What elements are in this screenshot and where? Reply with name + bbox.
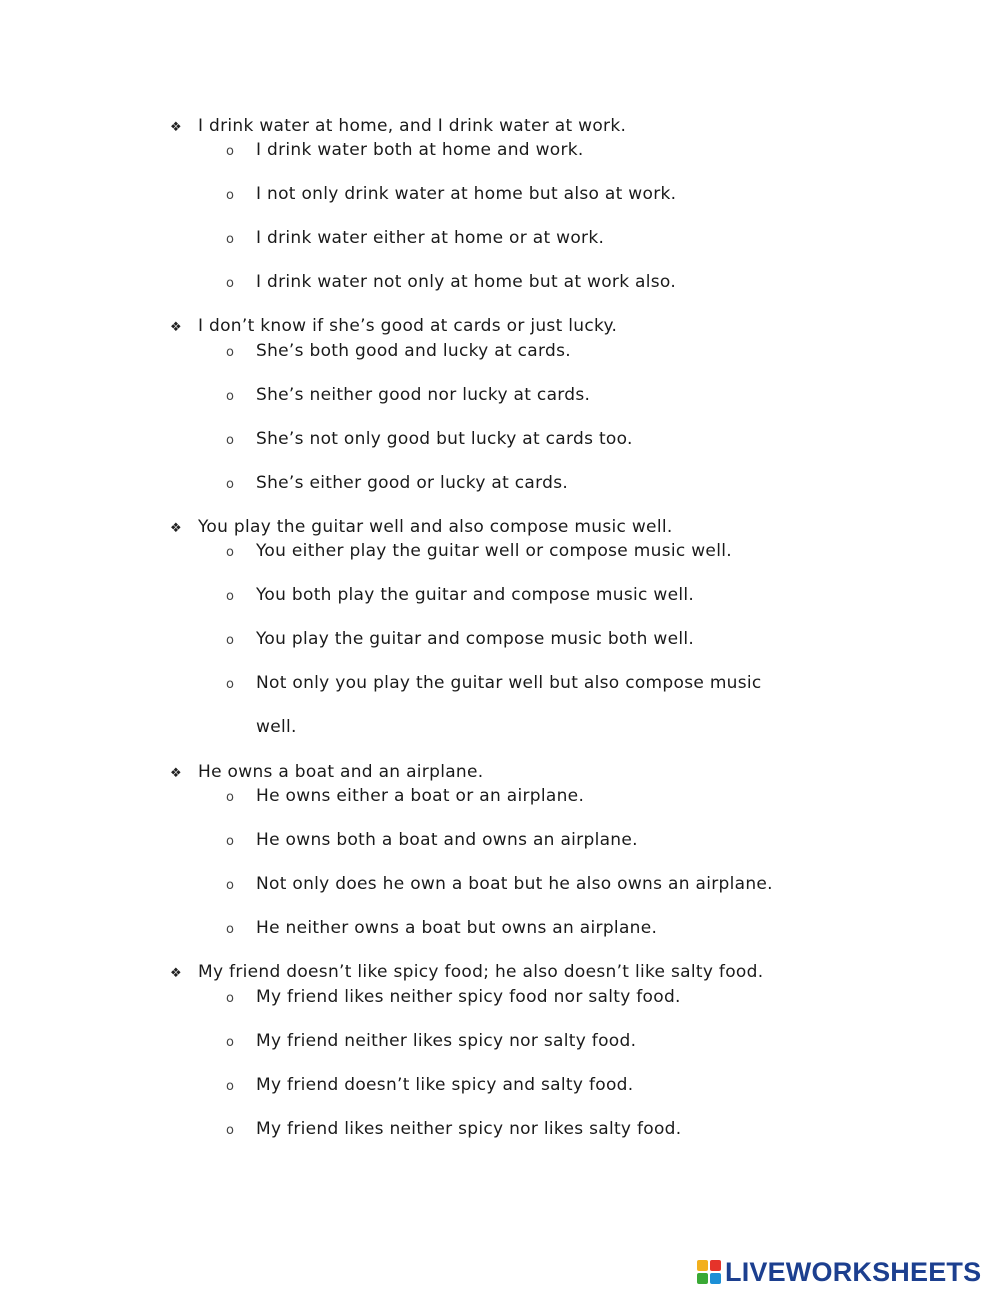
option-label: My friend doesn’t like spicy and salty food.: [256, 1075, 634, 1095]
option-bullet-icon: o: [226, 1079, 235, 1094]
question-1-option-3[interactable]: [226, 228, 906, 248]
option-label: She’s not only good but lucky at cards too.: [256, 429, 633, 449]
option-label: He neither owns a boat but owns an airplane.: [256, 918, 658, 938]
option-bullet-icon: o: [226, 477, 235, 492]
option-bullet-icon: o: [226, 633, 235, 648]
logo-blocks-icon: [697, 1260, 721, 1284]
option-bullet-icon: o: [226, 589, 235, 604]
question-2-option-1[interactable]: [226, 341, 906, 361]
question-bullet-icon: ❖: [170, 320, 182, 335]
question-4: [170, 762, 950, 782]
question-bullet-icon: ❖: [170, 966, 182, 981]
question-1-prompt: I drink water at home, and I drink water at work.: [198, 116, 627, 136]
option-bullet-icon: o: [226, 389, 235, 404]
logo-block: [697, 1260, 708, 1271]
question-5: [170, 962, 950, 982]
option-bullet-icon: o: [226, 834, 235, 849]
question-3-option-1[interactable]: [226, 541, 906, 561]
option-label: She’s both good and lucky at cards.: [256, 341, 571, 361]
question-3-option-2[interactable]: [226, 585, 906, 605]
option-bullet-icon: o: [226, 345, 235, 360]
question-2: [170, 316, 950, 336]
option-bullet-icon: o: [226, 433, 235, 448]
question-2-option-2[interactable]: [226, 385, 906, 405]
option-bullet-icon: o: [226, 545, 235, 560]
option-bullet-icon: o: [226, 276, 235, 291]
logo-block: [697, 1273, 708, 1284]
option-label: I drink water not only at home but at work also.: [256, 272, 677, 292]
question-5-prompt: My friend doesn’t like spicy food; he also doesn’t like salty food.: [198, 962, 764, 982]
question-4-option-4[interactable]: [226, 918, 906, 938]
option-label: I not only drink water at home but also at work.: [256, 184, 677, 204]
option-bullet-icon: o: [226, 232, 235, 247]
option-bullet-icon: o: [226, 991, 235, 1006]
option-bullet-icon: o: [226, 1123, 235, 1138]
option-label: You both play the guitar and compose music well.: [256, 585, 695, 605]
question-5-option-3[interactable]: [226, 1075, 906, 1095]
question-4-prompt: He owns a boat and an airplane.: [198, 762, 484, 782]
question-4-option-1[interactable]: [226, 786, 906, 806]
question-2-option-4[interactable]: [226, 473, 906, 493]
option-label: Not only you play the guitar well but also compose music: [256, 673, 762, 693]
question-3-option-4[interactable]: [226, 673, 906, 693]
question-bullet-icon: ❖: [170, 120, 182, 135]
option-bullet-icon: o: [226, 922, 235, 937]
option-label: My friend likes neither spicy nor likes salty food.: [256, 1119, 682, 1139]
logo-block: [710, 1260, 721, 1271]
option-bullet-icon: o: [226, 790, 235, 805]
question-2-prompt: I don’t know if she’s good at cards or just lucky.: [198, 316, 618, 336]
option-label: You either play the guitar well or compose music well.: [256, 541, 732, 561]
question-1-option-1[interactable]: [226, 140, 906, 160]
option-bullet-icon: o: [226, 1035, 235, 1050]
question-bullet-icon: ❖: [170, 521, 182, 536]
option-label: You play the guitar and compose music both well.: [256, 629, 695, 649]
question-3: [170, 517, 950, 537]
question-1-option-4[interactable]: [226, 272, 906, 292]
logo-block: [710, 1273, 721, 1284]
option-label: She’s neither good nor lucky at cards.: [256, 385, 591, 405]
option-label: My friend likes neither spicy food nor salty food.: [256, 987, 681, 1007]
question-5-option-2[interactable]: [226, 1031, 906, 1051]
option-label: Not only does he own a boat but he also owns an airplane.: [256, 874, 773, 894]
option-bullet-icon: o: [226, 878, 235, 893]
question-3-prompt: You play the guitar well and also compose music well.: [198, 517, 673, 537]
question-5-option-4[interactable]: [226, 1119, 906, 1139]
option-label: I drink water both at home and work.: [256, 140, 584, 160]
question-5-option-1[interactable]: [226, 987, 906, 1007]
option-label: He owns either a boat or an airplane.: [256, 786, 585, 806]
option-label: I drink water either at home or at work.: [256, 228, 605, 248]
option-bullet-icon: o: [226, 144, 235, 159]
option-label: He owns both a boat and owns an airplane.: [256, 830, 638, 850]
question-1-option-2[interactable]: [226, 184, 906, 204]
question-4-option-3[interactable]: [226, 874, 906, 894]
question-3-option-4-continuation: well.: [256, 717, 297, 737]
question-1: [170, 116, 950, 136]
question-2-option-3[interactable]: [226, 429, 906, 449]
liveworksheets-logo: [697, 1258, 981, 1286]
option-bullet-icon: o: [226, 188, 235, 203]
option-label: She’s either good or lucky at cards.: [256, 473, 569, 493]
question-bullet-icon: ❖: [170, 766, 182, 781]
logo-text: LIVEWORKSHEETS: [725, 1256, 982, 1287]
question-4-option-2[interactable]: [226, 830, 906, 850]
option-label: My friend neither likes spicy nor salty food.: [256, 1031, 637, 1051]
option-bullet-icon: o: [226, 677, 235, 692]
question-3-option-3[interactable]: [226, 629, 906, 649]
